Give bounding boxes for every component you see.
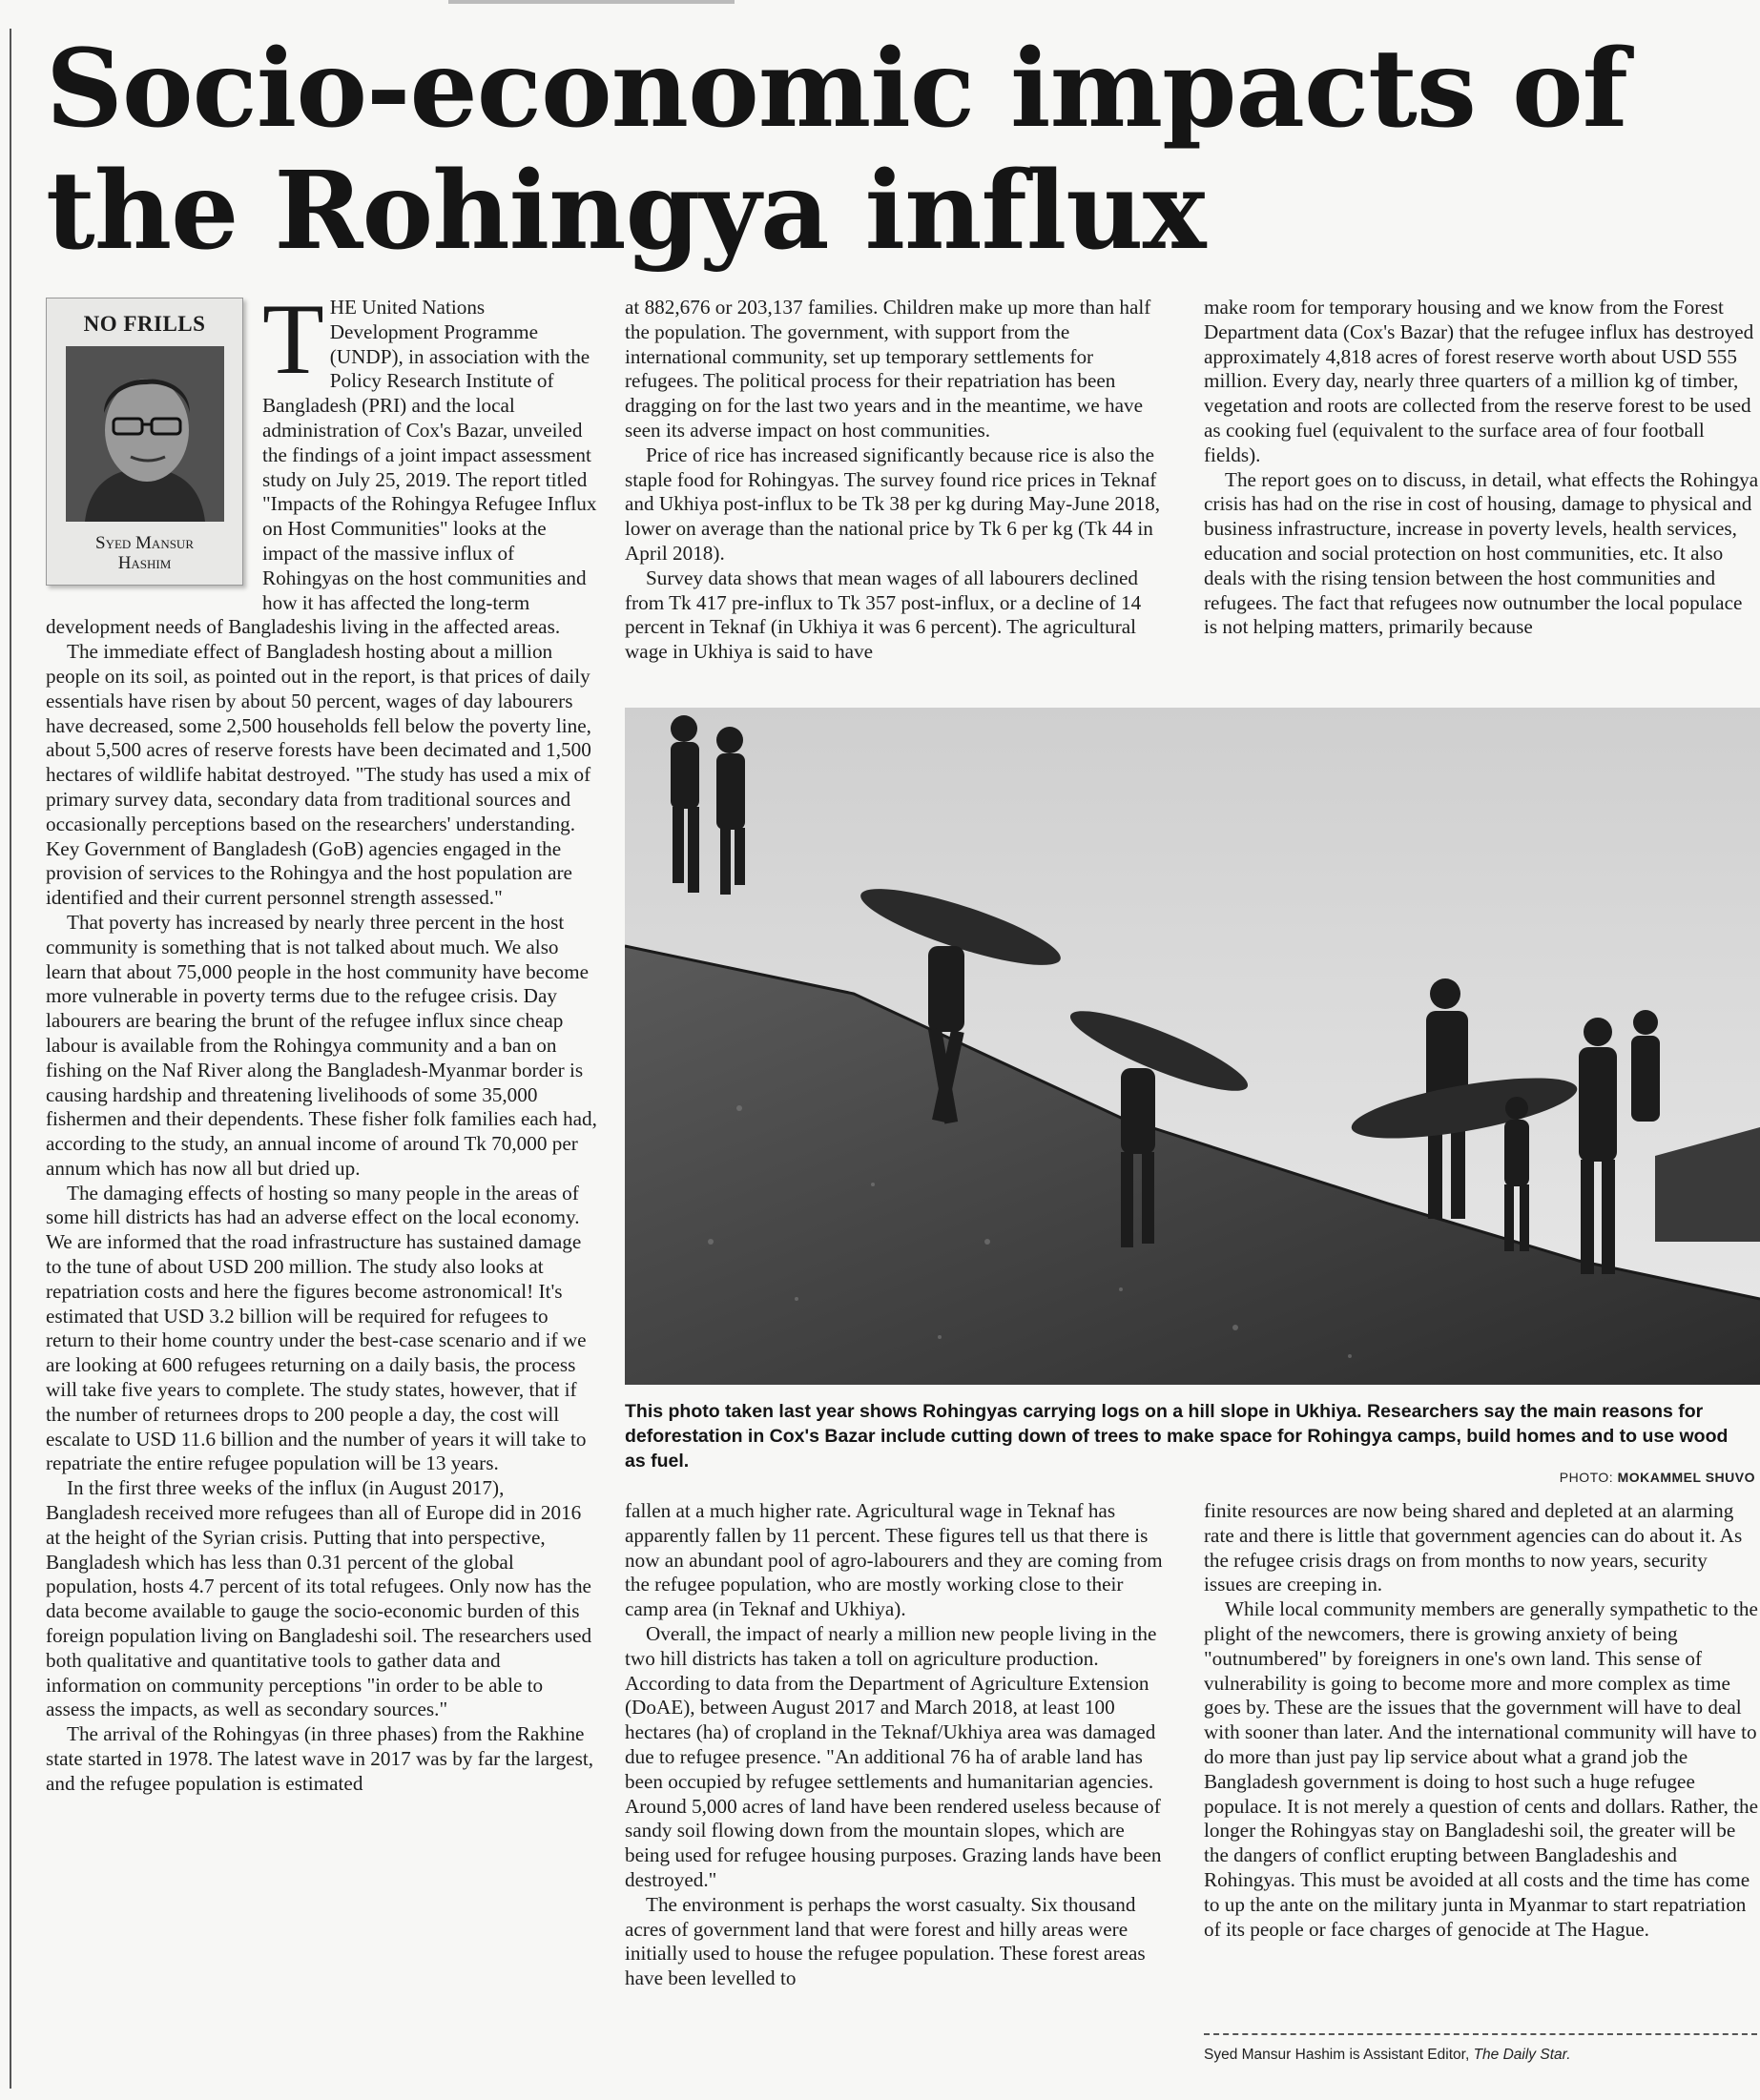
paragraph: The report goes on to discuss, in detail, what effects the Rohingya crisis has had on the rise in cost of housing, damage to physical and business infrastructure, increase in poverty levels, health services, education and social protection on host communities, etc. It also deals with the rising tension between the host communities and refugees. The fact that refugees now outnumber the local populace is not helping matters, primarily because <box>1204 467 1759 639</box>
headline: Socio-economic impacts of the Rohingya influx <box>46 27 1627 274</box>
paragraph: The environment is perhaps the worst casualty. Six thousand acres of government land that were forest and hilly areas were initially used to house the refugee population. These forest areas have been levelled to <box>625 1892 1146 1990</box>
photo-caption: This photo taken last year shows Rohingyas carrying logs on a hill slope in Ukhiya. Researchers say the main reasons for deforestation in Cox's Bazar include cutting down of trees to make space for Rohingya camps, build homes and to use wood as fuel. <box>625 1401 1729 1472</box>
paragraph: While local community members are generally sympathetic to the plight of the newcomers, there is growing anxiety of being "outnumbered" by foreigners in one's own land. This sense of vulnerability is going to become more and more complex as time goes by. These are the issues that the government will have to deal with sooner than later. And the international community will have to do more than just pay lip service about what a grand job the Bangladesh government is doing to host such a huge refugee populace. It is not merely a question of cents and dollars. Rather, the longer the Rohingyas stay on Bangladeshi soil, the greater will be the dangers of conflict erupting between Bangladeshis and Rohingyas. This must be avoided at all costs and the time has come to up the ante on the military junta in Myanmar to start repatriation of its people or face charges of genocide at The Hague. <box>1204 1597 1759 1941</box>
photo-credit <box>1431 1470 1755 1485</box>
paragraph: The immediate effect of Bangladesh hosting about a million people on its soil, as pointed out in the report, is that prices of daily essentials have risen by about 50 percent, wages of day labourers have decreased, some 2,500 households fell below the poverty line, about 5,500 acres of reserve forests have been decimated and 1,500 hectares of wildlife habitat destroyed. "The study has used a mix of primary survey data, secondary data from traditional sources and occasionally perceptions based on the researchers' understanding. Key Government of Bangladesh (GoB) agencies engaged in the provision of services to the Rohingya and the host population are identified and their current personnel strength assessed." <box>46 640 591 910</box>
author-name-line-1: Syed Mansur <box>95 532 194 553</box>
footnote-divider <box>1204 2033 1757 2035</box>
article-column-1 <box>46 283 597 2089</box>
author-portrait <box>66 346 224 522</box>
footnote-publication: The Daily Star. <box>1473 2047 1571 2063</box>
author-footnote <box>1204 2047 1757 2064</box>
paragraph: The arrival of the Rohingyas (in three phases) from the Rakhine state started in 1978. The latest wave in 2017 was by far the largest, and the refugee population is estimated <box>46 1722 594 1795</box>
article-column-3-bottom <box>1204 1499 1759 2033</box>
top-border-strip <box>0 0 1760 17</box>
footnote-text: Syed Mansur Hashim is Assistant Editor, <box>1204 2047 1470 2063</box>
photo-credit-name: MOKAMMEL SHUVO <box>1617 1470 1755 1485</box>
author-name-line-2: Hashim <box>117 552 172 573</box>
paragraph: Survey data shows that mean wages of all labourers declined from Tk 417 pre-influx to Tk 357 post-influx, or a decline of 14 percent in Teknaf (in Ukhiya it was 6 percent). The agricultural wage in Ukhiya is said to have <box>625 566 1142 664</box>
column-label: NO FRILLS <box>83 312 206 336</box>
news-photo <box>625 708 1760 1385</box>
photo-credit-label: PHOTO: <box>1559 1470 1614 1485</box>
paragraph: Price of rice has increased significantly because rice is also the staple food for Rohingyas. The survey found rice prices in Teknaf and Ukhiya post-influx to be Tk 38 per kg during May-June 2018, lower on average than the national price by Tk 6 per kg (Tk 44 in April 2018). <box>625 443 1160 565</box>
lead-text: HE United Nations Development Programme (UNDP), in association with the Policy Research Institute of Bangladesh (PRI) and the local administration of Cox's Bazar, unveiled the findings of a joint impact assessment study on July 25, 2019. The report titled "Impacts of the Rohingya Refugee Influx on Host Communities" looks at the impact of the massive influx of Rohingyas on the host communities and how it has affected the long-term development needs of Bangladeshis living in the affected areas. <box>46 296 597 639</box>
paragraph: at 882,676 or 203,137 families. Children make up more than half the population. The government, with support from the international community, set up temporary settlements for refugees. The political process for their repatriation has been dragging on for the last two years and in the meantime, we have seen its adverse impact on host communities. <box>625 296 1151 442</box>
paragraph: Overall, the impact of nearly a million new people living in the two hill districts has taken a toll on agriculture production. According to data from the Department of Agriculture Extension (DoAE), between August 2017 and March 2018, at least 100 hectares (ha) of cropland in the Teknaf/Ukhiya area was damaged due to refugee presence. "An additional 76 ha of arable land has been occupied by refugee settlements and humanitarian agencies. Around 5,000 acres of land have been rendered useless because of sandy soil flowing down from the mountain slopes, which are being used for refugee housing purposes. Grazing lands have been destroyed." <box>625 1621 1162 1891</box>
drop-cap: T <box>262 283 324 395</box>
paragraph: fallen at a much higher rate. Agricultural wage in Teknaf has apparently fallen by 11 percent. These figures tell us that there is now an abundant pool of agro-labourers and they are coming from the refugee population, who are mostly working close to their camp area (in Teknaf and Ukhiya). <box>625 1499 1163 1621</box>
paragraph: In the first three weeks of the influx (in August 2017), Bangladesh received more refugees than all of Europe did in 2016 at the height of the Syrian crisis. Putting that into perspective, Bangladesh which has less than 0.31 percent of the global population, hosts 4.7 percent of its total refugees. Only now has the data become available to gauge the socio-economic burden of this foreign population living on Bangladeshi soil. The researchers used both qualitative and quantitative tools to gather data and information on community perceptions "in order to be able to assess the impacts, as well as secondary sources." <box>46 1476 592 1721</box>
paragraph: The damaging effects of hosting so many people in the areas of some hill districts has had an adverse effect on the local economy. We are informed that the road infrastructure has sustained damage to the tune of about USD 200 million. The study also looks at repatriation costs and here the figures become astronomical! It's estimated that USD 3.2 billion will be required for refugees to return to their home country under the best-case scenario and if we are looking at 600 refugees returning on a daily basis, the process will take five years to complete. The study states, however, that if the number of returnees drops to 200 people a day, the cost will escalate to USD 11.6 billion and the number of years it will take to repatriate the entire refugee population will be 13 years. <box>46 1181 587 1475</box>
article-column-3-top <box>1204 296 1759 696</box>
paragraph: That poverty has increased by nearly three percent in the host community is something that is not talked about much. We also learn that about 75,000 people in the host community have become more vulnerable in poverty terms due to the refugee crisis. Day labourers are bearing the brunt of the refugee influx since cheap labour is available from the Rohingya community and a ban on fishing on the Naf River along the Bangladesh-Myanmar border is causing hardship and threatening livelihoods of some 35,000 fishermen and their dependents. These fisher folk families each had, according to the study, an annual income of around Tk 70,000 per annum which has now all but dried up. <box>46 910 597 1180</box>
left-column-rule <box>10 29 11 2089</box>
paragraph: finite resources are now being shared and depleted at an alarming rate and there is little that government agencies can do about it. As the refugee crisis drags on from months to now years, security issues are creeping in. <box>1204 1499 1743 1596</box>
author-box <box>46 298 243 586</box>
article-column-2-bottom <box>625 1499 1164 2090</box>
author-name <box>47 533 242 573</box>
article-column-2-top <box>625 296 1164 696</box>
paragraph: make room for temporary housing and we know from the Forest Department data (Cox's Bazar) that the refugee influx has destroyed approximately 4,818 acres of forest reserve worth about USD 555 million. Every day, nearly three quarters of a million kg of timber, vegetation and roots are collected from the reserve forest to be used as cooking fuel (equivalent to the surface area of four football fields). <box>1204 296 1754 466</box>
